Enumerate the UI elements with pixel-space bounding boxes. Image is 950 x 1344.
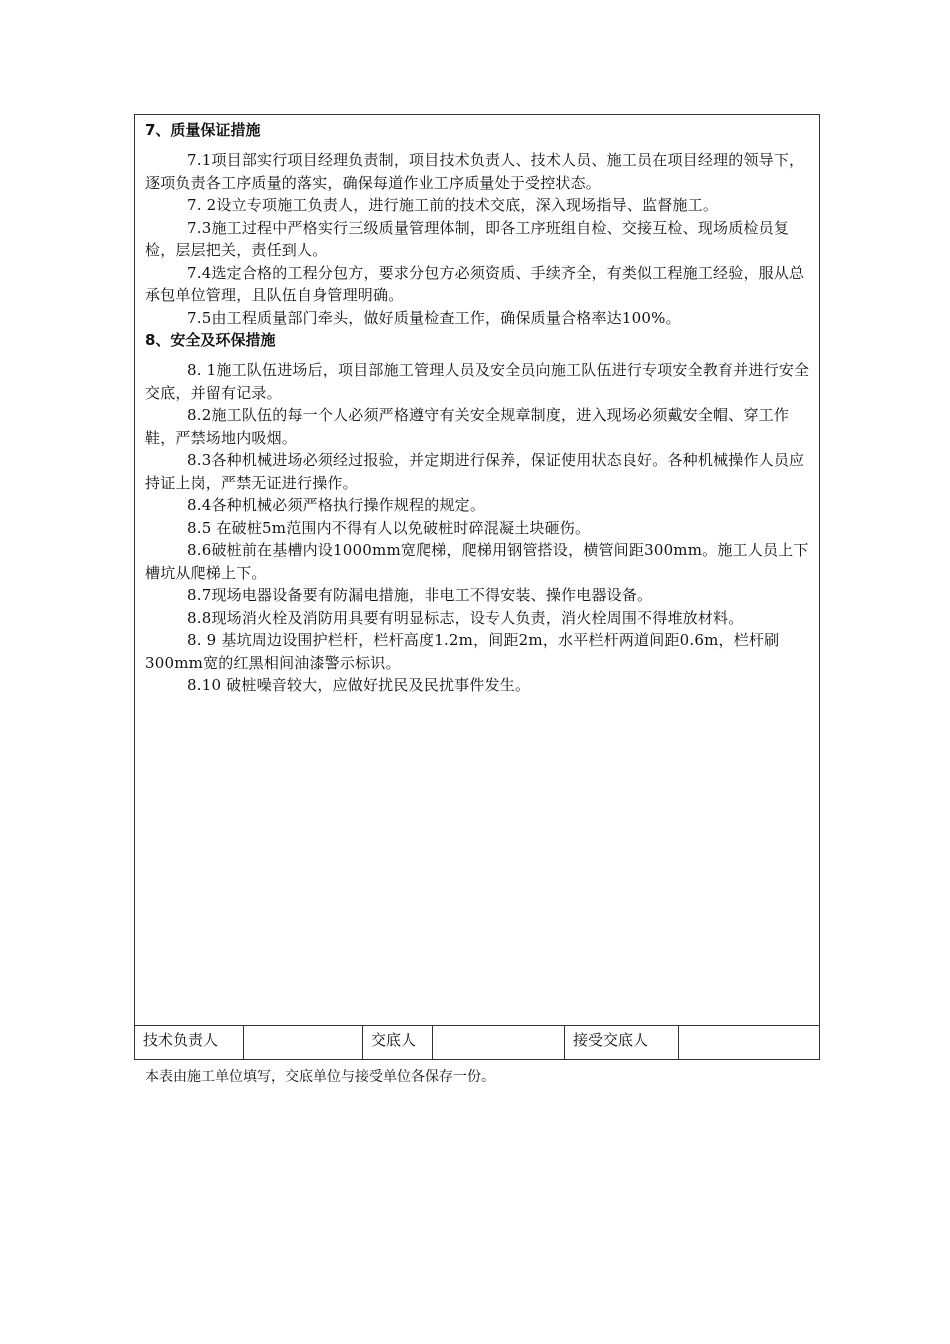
- form-content: [135, 115, 819, 1027]
- section-7-item-3: 7.3施工过程中严格实行三级质量管理体制，即各工序班组自检、交接互检、现场质检员复检，层层把关，责任到人。: [145, 218, 790, 259]
- presenter-label: 交底人: [363, 1026, 433, 1059]
- section-8-item-1: 8. 1施工队伍进场后，项目部施工管理人员及安全员向施工队伍进行专项安全教育并进行安全交底，并留有记录。: [145, 361, 810, 402]
- signature-row: [135, 1025, 819, 1059]
- presenter-field[interactable]: [433, 1026, 565, 1059]
- section-8-item-3: 8.3各种机械进场必须经过报验，并定期进行保养，保证使用状态良好。各种机械操作人员应持证上岗，严禁无证进行操作。: [145, 451, 805, 492]
- tech-lead-label: 技术负责人: [135, 1026, 244, 1059]
- section-8-item-9: 8. 9 基坑周边设围护栏杆，栏杆高度1.2m，间距2m，水平栏杆两道间距0.6m，栏杆刷300mm宽的红黑相间油漆警示标识。: [145, 631, 780, 672]
- section-7-item-5: 7.5由工程质量部门牵头，做好质量检查工作，确保质量合格率达100%。: [187, 308, 681, 327]
- receiver-field[interactable]: [679, 1026, 819, 1059]
- section-8-item-8: 8.8现场消火栓及消防用具要有明显标志，设专人负责，消火栓周围不得堆放材料。: [187, 608, 744, 627]
- section-7-item-2: 7. 2设立专项施工负责人，进行施工前的技术交底，深入现场指导、监督施工。: [187, 196, 719, 214]
- receiver-label: 接受交底人: [565, 1026, 679, 1059]
- section-8-item-10: 8.10 破桩噪音较大，应做好扰民及民扰事件发生。: [187, 676, 531, 694]
- section-8-title: 8、安全及环保措施: [145, 331, 276, 349]
- section-7-item-4: 7.4选定合格的工程分包方，要求分包方必须资质、手续齐全，有类似工程施工经验，服从总承包单位管理，且队伍自身管理明确。: [145, 263, 805, 304]
- form-footnote: 本表由施工单位填写，交底单位与接受单位各保存一份。: [145, 1069, 495, 1085]
- section-7-title: 7、质量保证措施: [145, 121, 261, 139]
- section-8-item-4: 8.4各种机械必须严格执行操作规程的规定。: [187, 496, 486, 514]
- tech-lead-field[interactable]: [244, 1026, 363, 1059]
- section-7-item-1: 7.1项目部实行项目经理负责制，项目技术负责人、技术人员、施工员在项目经理的领导下，逐项负责各工序质量的落实，确保每道作业工序质量处于受控状态。: [145, 151, 805, 192]
- section-8-item-2: 8.2施工队伍的每一个人必须严格遵守有关安全规章制度，进入现场必须戴安全帽、穿工作鞋，严禁场地内吸烟。: [145, 406, 790, 447]
- section-8-item-7: 8.7现场电器设备要有防漏电措施，非电工不得安装、操作电器设备。: [187, 586, 653, 604]
- disclosure-form: [134, 114, 820, 1060]
- section-8-item-5: 8.5 在破桩5m范围内不得有人以免破桩时碎混凝土块砸伤。: [187, 518, 591, 537]
- section-8-item-6: 8.6破桩前在基槽内设1000mm宽爬梯，爬梯用钢管搭设，横管间距300mm。施工人员上下槽坑从爬梯上下。: [145, 541, 809, 582]
